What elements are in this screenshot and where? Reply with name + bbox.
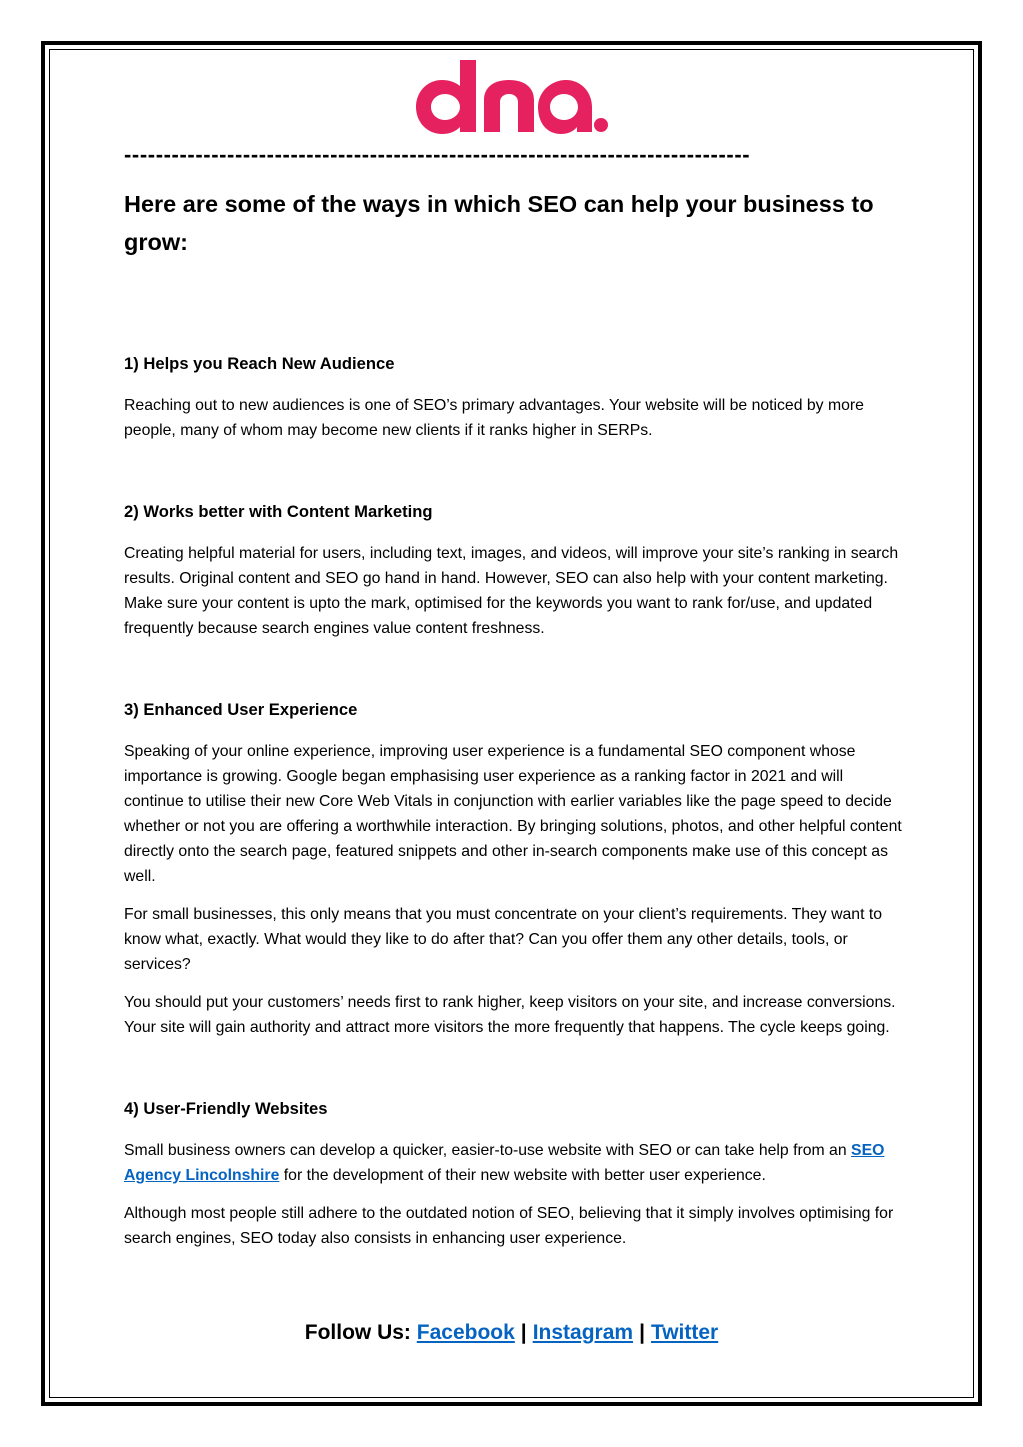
article-body <box>124 185 906 1251</box>
follow-us-label: Follow Us: <box>304 1321 411 1344</box>
divider-dashes: ------------------------------------------------------------------------------- <box>124 142 751 167</box>
section-2 <box>124 501 906 641</box>
section-paragraph: Reaching out to new audiences is one of SEO’s primary advantages. Your website will be noticed by more people, many of whom may become new clients if it ranks higher in SERPs. <box>124 397 864 439</box>
section-4 <box>124 1098 906 1251</box>
section-paragraph: Speaking of your online experience, improving user experience is a fundamental SEO component whose importance is growing. Google began emphasising user experience as a ranking factor in 2021 and will continue to utilise their new Core Web Vitals in conjunction with earlier variables like the page speed to decide whether or not you are offering a worthwhile interaction. By bringing solutions, photos, and other helpful content directly onto the search page, featured snippets and other in-search components make use of this concept as well. <box>124 743 902 885</box>
facebook-link[interactable]: Facebook <box>416 1321 515 1344</box>
section-paragraph: Creating helpful material for users, including text, images, and videos, will improve your site’s ranking in search results. Original content and SEO go hand in hand. However, SEO can also help with your content marketing. Make sure your content is upto the mark, optimised for the keywords you want to rank for/use, and updated frequently because search engines value content freshness. <box>124 545 899 637</box>
section-heading: 3) Enhanced User Experience <box>124 700 358 719</box>
paragraph-text: Small business owners can develop a quicker, easier-to-use website with SEO or can take help from an <box>124 1142 852 1159</box>
paragraph-text: for the development of their new website with better user experience. <box>279 1167 766 1184</box>
seo-agency-link[interactable]: SEO Agency Lincolnshire <box>124 1142 885 1184</box>
section-1 <box>124 353 906 443</box>
page-title: Here are some of the ways in which SEO can help your business to grow: <box>124 191 874 255</box>
dna-logo <box>416 60 608 134</box>
section-heading: 4) User-Friendly Websites <box>124 1099 328 1118</box>
section-paragraph: For small businesses, this only means that you must concentrate on your client’s requirements. They want to know what, exactly. What would they like to do after that? Can you offer them any other details, tools, or services? <box>124 906 883 973</box>
section-3 <box>124 699 906 1040</box>
section-paragraph: You should put your customers’ needs first to rank higher, keep visitors on your site, and increase conversions. Your site will gain authority and attract more visitors the more frequently that happens. The cycle keeps going. <box>124 994 896 1036</box>
separator: | <box>520 1321 527 1344</box>
twitter-link[interactable]: Twitter <box>650 1321 719 1344</box>
section-paragraph <box>124 1138 906 1188</box>
instagram-link[interactable]: Instagram <box>532 1321 634 1344</box>
section-heading: 1) Helps you Reach New Audience <box>124 354 395 373</box>
section-paragraph: Although most people still adhere to the outdated notion of SEO, believing that it simply involves optimising for search engines, SEO today also consists in enhancing user experience. <box>124 1205 894 1247</box>
follow-us-footer <box>0 1316 1023 1350</box>
separator: | <box>639 1321 645 1344</box>
section-heading: 2) Works better with Content Marketing <box>124 502 433 521</box>
